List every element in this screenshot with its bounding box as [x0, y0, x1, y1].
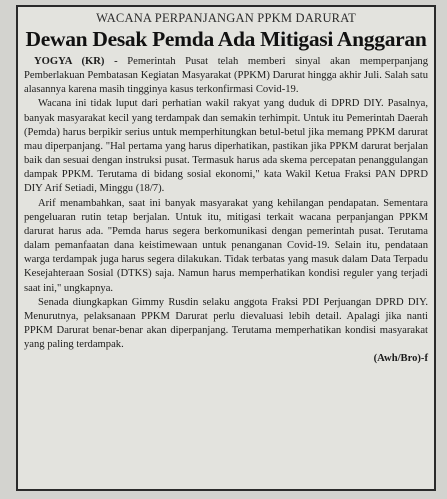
article-body	[24, 55, 428, 366]
article-paragraph-4	[24, 296, 428, 353]
article-kicker: WACANA PERPANJANGAN PPKM DARURAT	[96, 11, 356, 25]
article-paragraph-2: Wacana ini tidak luput dari perhatian wakil rakyat yang duduk di DPRD DIY. Pasalnya, banyak masyarakat kecil yang terdampak dan semakin terhimpit. Untuk itu Pemerintah Daerah (Pemda) harus berpikir serius untuk memperhitungkan betul-betul jika memang PPKM darurat mau diperpanjang. "Hal pertama yang harus diperhatikan, pastikan jika PPKM darurat berjalan baik dan sesuai dengan instruksi pusat. Termasuk harus ada skema percepatan penanggulangan dampak PPKM. Terutama di bidang sosial ekonomi," kata Wakil Ketua Fraksi PAN DPRD DIY Arif Setiadi, Minggu (18/7).	[24, 98, 428, 195]
article-headline: Dewan Desak Pemda Ada Mitigasi Anggaran	[25, 27, 427, 51]
article-paragraph-1	[24, 55, 428, 97]
newspaper-clipping	[16, 5, 436, 491]
article-paragraph-4-text: Senada diungkapkan Gimmy Rusdin selaku anggota Fraksi PDI Perjuangan DPRD DIY. Menurutnya, pelaksanaan PPKM Darurat perlu dievaluasi lebih detail. Apalagi jika nanti PPKM Darurat benar-benar akan diperpanjang. Terutama memperhatikan kondisi masyarakat yang paling terdampak.	[24, 296, 428, 351]
article-credit: (Awh/Bro)-f	[373, 353, 428, 365]
article-paragraph-3: Arif menambahkan, saat ini banyak masyarakat yang kehilangan pendapatan. Sementara pengeluaran rutin tetap berjalan. Untuk itu, mitigasi terkait wacana perpanjangan PPKM darurat harus ada. "Pemda harus segera berkomunikasi dengan pemerintah pusat. Terutama dalam pemanfaatan dana keistimewaan untuk penanganan Covid-19. Selain itu, pendataan warga terdampak juga harus segera dilakukan. Tidak terbatas yang masuk dalam Data Terpadu Kesejahteraan Sosial (DTKS) saja. Namun harus memperhatikan kondisi reguler yang terjadi saat ini," ungkapnya.	[24, 197, 428, 294]
article-dateline: YOGYA (KR) -	[34, 56, 118, 67]
article-paragraph-1-text: Pemerintah Pusat telah memberi sinyal akan memperpanjang Pemberlakuan Pembatasan Kegiatan Masyarakat (PPKM) Darurat hingga akhir Juli. Salah satu alasannya karena masih tingginya kasus terkonfirmasi Covid-19.	[24, 56, 428, 96]
